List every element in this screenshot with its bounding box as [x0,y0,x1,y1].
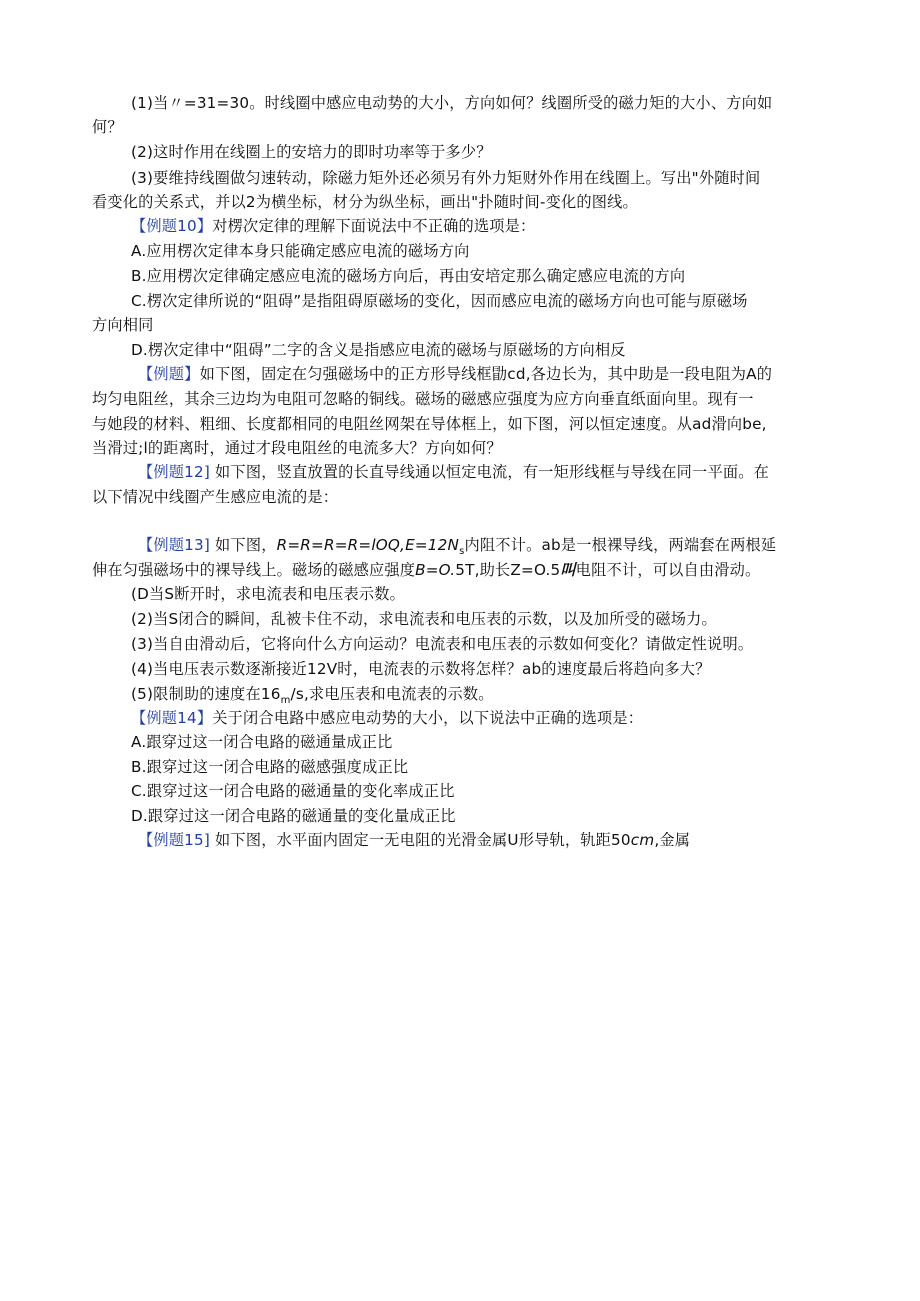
distance-unit: cm [630,831,655,849]
example-14-question: 关于闭合电路中感应电动势的大小，以下说法中正确的选项是： [212,709,644,727]
length-unit: 叫 [560,561,576,579]
example-13-text-b: 内阻不计。ab是一根裸导线，两端套在两根延 [464,536,777,554]
example-14-tag: 【例题14】 [131,709,213,727]
field-strength-formula: B=O. [415,561,456,579]
example-13-question-3: (3)当自由滑动后，它将向什么方向运动？电流表和电压表的示数如何变化？请做定性说明。 [131,635,754,653]
example-15-text-b: ,金属 [654,831,691,849]
formula-subscript: s [459,546,465,558]
example-15-line-1 [138,829,690,851]
q5-text-b: /s,求电压表和电流表的示数。 [290,685,494,703]
example-11-line-4: 当滑过;l的距离时，通过才段电阻丝的电流多大？方向如何？ [92,439,502,457]
example-11-line-2: 均匀电阻丝，其余三边均为电阻可忽略的铜线。磁场的磁感应强度为应方向垂直纸面向里。现有一 [92,390,754,408]
example-10-option-c: C.楞次定律所说的“阻碍”是指阻碍原磁场的变化，因而感应电流的磁场方向也可能与原磁场 [131,292,748,310]
example-12-line-2: 以下情况中线圈产生感应电流的是： [92,488,339,506]
example-15-tag: 【例题15] [138,831,211,849]
example-14-option-c: C.跟穿过这一闭合电路的磁通量的变化率成正比 [131,782,455,800]
example-14-option-d: D.跟穿过这一闭合电路的磁通量的变化量成正比 [131,807,456,825]
resistance-formula: R=R=R=R=lOQ,E=12N [276,536,460,554]
example-11-text-1: 如下图，固定在匀强磁场中的正方形导线框勖cd,各边长为，其中助是一段电阻为A的 [199,365,773,383]
example-10-option-d: D.楞次定律中“阻碍”二字的含义是指感应电流的磁场与原磁场的方向相反 [131,341,626,359]
example-12-text-1: 如下图，竖直放置的长直导线通以恒定电流，有一矩形线框与导线在同一平面。在 [215,463,769,481]
example-10-option-b: B.应用楞次定律确定感应电流的磁场方向后，再由安培定那么确定感应电流的方向 [131,267,686,285]
example-14-option-b: B.跟穿过这一闭合电路的磁感强度成正比 [131,758,409,776]
example-14-heading [131,707,643,729]
example-13-line-2 [92,559,760,581]
problem-line-3: (2)这时作用在线圈上的安培力的即时功率等于多少？ [131,143,492,161]
example-13-text-e: 电阻不计，可以自由滑动。 [575,561,761,579]
example-13-tag: 【例题13] [138,536,211,554]
q5-text-a: (5)限制助的速度在16 [131,685,281,703]
example-13-text-d: 5T,助长Z=O.5 [455,561,561,579]
problem-line-1: (1)当〃=31=30。时线圈中感应电动势的大小，方向如何？线圈所受的磁力矩的大小、方向如 [131,94,773,112]
problem-line-2: 何？ [92,118,123,136]
example-12-tag: 【例题12] [138,463,211,481]
example-11-line-1 [138,363,772,385]
example-13-question-1: (D当S断开时，求电流表和电压表示数。 [131,585,406,603]
example-13-question-2: (2)当S闭合的瞬间，乱被卡住不动，求电流表和电压表的示数，以及加所受的磁场力。 [131,610,717,628]
problem-line-5: 看变化的关系式，并以2为横坐标，材分为纵坐标，画出"扑随时间-变化的图线。 [92,193,638,211]
example-12-line-1 [138,461,769,483]
example-10-option-a: A.应用楞次定律本身只能确定感应电流的磁场方向 [131,242,470,260]
example-10-heading [131,215,535,237]
example-13-text-a: 如下图， [215,536,277,554]
example-10-option-c-cont: 方向相同 [92,316,154,334]
example-10-question: 对楞次定律的理解下面说法中不正确的选项是： [212,217,536,235]
speed-unit-subscript: m [280,695,291,707]
example-11-tag: 【例题】 [138,365,200,383]
example-15-text-a: 如下图，水平面内固定一无电阻的光滑金属U形导轨，轨距50 [215,831,631,849]
problem-line-4: (3)要维持线圈做匀速转动，除磁力矩外还必须另有外力矩财外作用在线圈上。写出"外随时间 [131,169,761,187]
example-13-question-4: (4)当电压表示数逐渐接近12V时，电流表的示数将怎样？ab的速度最后将趋向多大？ [131,660,711,678]
example-11-line-3: 与她段的材料、粗细、长度都相同的电阻丝网架在导体框上，如下图，河以恒定速度。从ad滑向be, [92,415,767,433]
example-14-option-a: A.跟穿过这一闭合电路的磁通量成正比 [131,733,393,751]
example-10-tag: 【例题10】 [131,217,213,235]
example-13-text-c: 伸在匀强磁场中的裸导线上。磁场的磁感应强度 [92,561,416,579]
